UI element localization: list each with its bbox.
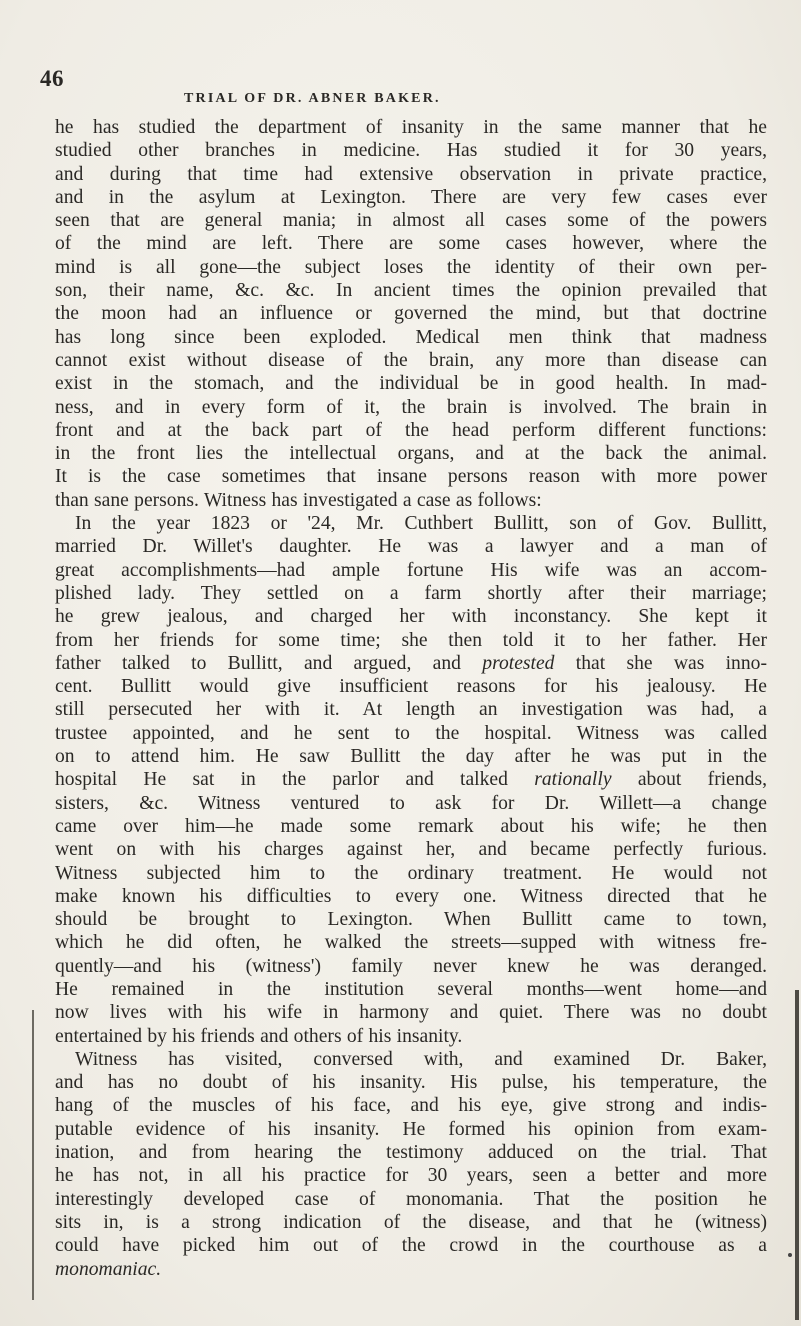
text-line: could have picked him out of the crowd in the courthouse as a: [55, 1235, 767, 1257]
text-line: seen that are general mania; in almost all cases some of the powers: [55, 210, 767, 232]
text-line: which he did often, he walked the streets—supped with witness fre-: [55, 932, 767, 954]
text-line: on to attend him. He saw Bullitt the day after he was put in the: [55, 746, 767, 768]
text-line: make known his difficulties to every one. Witness directed that he: [55, 885, 767, 907]
text-line: has long since been exploded. Medical men think that madness: [55, 326, 767, 348]
text-line: he has studied the department of insanity in the same manner that he: [55, 117, 767, 138]
text-line: from her friends for some time; she then told it to her father. Her: [55, 629, 767, 651]
text-line: entertained by his friends and others of his insanity.: [55, 1025, 463, 1047]
page-number: 46: [40, 66, 64, 91]
text-segment: that she was inno-: [575, 652, 767, 674]
binding-edge-mark: [32, 1010, 34, 1300]
text-line: quently—and his (witness') family never knew he was deranged.: [55, 955, 767, 977]
text-line: plished lady. They settled on a farm shortly after their marriage;: [55, 582, 767, 604]
text-line: than sane persons. Witness has investigated a case as follows:: [55, 489, 542, 511]
text-line: of the mind are left. There are some cases however, where the: [55, 233, 767, 255]
text-line: front and at the back part of the head perform different functions:: [55, 419, 767, 441]
text-line: It is the case sometimes that insane persons reason with more power: [55, 466, 767, 488]
margin-speck: [788, 1253, 792, 1257]
text-line: Witness has visited, conversed with, and examined Dr. Baker,: [75, 1048, 767, 1070]
text-line-with-italic: [55, 768, 767, 791]
text-line: ination, and from hearing the testimony adduced on the trial. That: [55, 1142, 767, 1164]
text-line: Witness subjected him to the ordinary treatment. He would not: [55, 862, 767, 884]
text-line: he has not, in all his practice for 30 years, seen a better and more: [55, 1165, 767, 1187]
text-line: cannot exist without disease of the brain, any more than disease can: [55, 349, 767, 371]
text-line: sisters, &c. Witness ventured to ask for Dr. Willett—a change: [55, 792, 767, 814]
text-line: the moon had an influence or governed the mind, but that doctrine: [55, 303, 767, 325]
text-line: should be brought to Lexington. When Bullitt came to town,: [55, 909, 767, 931]
text-line: went on with his charges against her, and became perfectly furious.: [55, 839, 767, 861]
text-line: putable evidence of his insanity. He formed his opinion from exam-: [55, 1118, 767, 1140]
binding-edge-mark: [795, 990, 799, 1320]
running-head: TRIAL OF DR. ABNER BAKER.: [184, 91, 441, 106]
text-line: hang of the muscles of his face, and his eye, give strong and indis-: [55, 1095, 767, 1117]
text-line: now lives with his wife in harmony and quiet. There was no doubt: [55, 1002, 767, 1024]
text-line: interestingly developed case of monomania. That the position he: [55, 1188, 767, 1210]
italic-word: protested: [482, 652, 555, 674]
text-line: exist in the stomach, and the individual be in good health. In mad-: [55, 373, 767, 395]
text-segment: father talked to Bullitt, and argued, and: [55, 652, 461, 674]
text-segment: hospital He sat in the parlor and talked: [55, 769, 508, 791]
text-line: and has no doubt of his insanity. His pulse, his temperature, the: [55, 1072, 767, 1094]
text-line: He remained in the institution several months—went home—and: [55, 978, 767, 1000]
italic-word: rationally: [534, 769, 612, 791]
text-line: came over him—he made some remark about his wife; he then: [55, 815, 767, 837]
text-line: great accomplishments—had ample fortune His wife was an accom-: [55, 559, 767, 581]
text-line: ness, and in every form of it, the brain is involved. The brain in: [55, 396, 767, 418]
text-line: In the year 1823 or '24, Mr. Cuthbert Bullitt, son of Gov. Bullitt,: [75, 513, 767, 535]
text-line: studied other branches in medicine. Has studied it for 30 years,: [55, 140, 767, 162]
text-line: trustee appointed, and he sent to the hospital. Witness was called: [55, 722, 767, 744]
text-segment: about friends,: [637, 769, 767, 791]
text-line: sits in, is a strong indication of the disease, and that he (witness): [55, 1211, 767, 1233]
text-line-with-italic: [55, 652, 767, 675]
text-line: son, their name, &c. &c. In ancient times the opinion prevailed that: [55, 280, 767, 302]
text-line-italic: monomaniac.: [55, 1258, 162, 1280]
text-line: in the front lies the intellectual organs, and at the back the animal.: [55, 443, 767, 465]
text-line: married Dr. Willet's daughter. He was a lawyer and a man of: [55, 536, 767, 558]
text-line: and in the asylum at Lexington. There are very few cases ever: [55, 186, 767, 208]
text-line: still persecuted her with it. At length an investigation was had, a: [55, 699, 767, 721]
text-line: and during that time had extensive observation in private practice,: [55, 163, 767, 185]
text-line: cent. Bullitt would give insufficient reasons for his jealousy. He: [55, 676, 767, 698]
text-line: he grew jealous, and charged her with inconstancy. She kept it: [55, 606, 767, 628]
text-line: mind is all gone—the subject loses the identity of their own per-: [55, 256, 767, 278]
body-text: [55, 116, 767, 1281]
